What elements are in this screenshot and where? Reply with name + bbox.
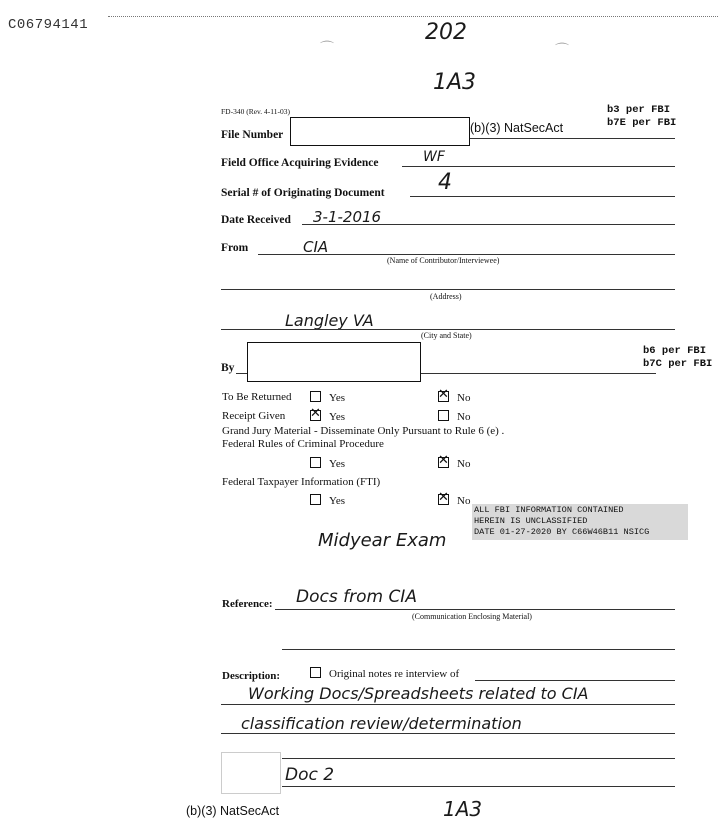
top-border-line [108,16,718,17]
reference-value: Docs from CIA [296,587,417,607]
exemption-b6: b6 per FBI [643,345,707,357]
checkbox-empty[interactable] [310,391,321,402]
description-line-0 [475,680,675,681]
date-received-value: 3-1-2016 [313,208,382,226]
field-office-value: WF [423,149,445,165]
checkbox-empty[interactable] [438,410,449,421]
city-caption: (City and State) [421,331,472,340]
from-caption: (Name of Contributor/Interviewee) [387,256,500,265]
file-number-redaction-box [290,117,470,146]
to-be-returned-yes[interactable] [310,391,345,404]
grand-jury-yes[interactable] [310,457,345,470]
from-value: CIA [303,238,329,256]
bottom-item-code: 1A3 [443,797,483,821]
checkbox-empty[interactable] [310,457,321,468]
exemption-b7e: b7E per FBI [607,117,677,129]
yes-label: Yes [329,392,346,404]
checkbox-empty[interactable] [310,667,321,678]
yes-label: Yes [329,458,346,470]
by-label: By [221,362,235,374]
document-id: C06794141 [8,17,89,33]
yes-label: Yes [329,495,346,507]
no-label: No [457,458,471,470]
receipt-given-no[interactable] [438,410,470,423]
fti-no[interactable] [438,494,470,507]
checkbox-checked[interactable] [310,410,321,421]
form-revision: FD-340 (Rev. 4-11-03) [221,107,291,116]
doc-redaction-box [221,752,281,794]
from-label: From [221,242,249,254]
receipt-given-yes[interactable] [310,410,345,423]
receipt-given-label: Receipt Given [222,410,286,422]
description-rule-2 [221,733,675,734]
address-line [221,289,675,290]
declassification-stamp [472,504,688,540]
file-number-label: File Number [221,129,284,141]
checkbox-checked[interactable] [438,457,449,468]
checkbox-empty[interactable] [310,494,321,505]
exemption-b3: b3 per FBI [607,104,671,116]
by-redaction-box [247,342,421,382]
serial-label: Serial # of Originating Document [221,187,385,199]
handwritten-case-title: Midyear Exam [318,530,447,551]
file-number-line [470,138,675,139]
reference-caption: (Communication Enclosing Material) [412,612,532,621]
city-line [221,329,675,330]
handwritten-item-code: 1A3 [433,70,477,95]
reference-line-2 [282,649,675,650]
reference-label: Reference: [222,598,273,610]
grand-jury-no[interactable] [438,457,470,470]
original-notes-option[interactable] [310,667,459,680]
exemption-b7c: b7C per FBI [643,358,713,370]
serial-line [410,196,675,197]
to-be-returned-no[interactable] [438,391,470,404]
doc-rule-1 [282,758,675,759]
yes-label: Yes [329,411,346,423]
no-label: No [457,411,471,423]
checkbox-checked[interactable] [438,494,449,505]
bottom-redaction-note: (b)(3) NatSecAct [186,804,280,818]
from-line [258,254,675,255]
date-received-line [302,224,675,225]
field-office-line [402,166,675,167]
description-line-1: Working Docs/Spreadsheets related to CIA [248,684,589,703]
stamp-line-2: HEREIN IS UNCLASSIFIED [474,516,588,526]
punch-hole-mark: ⌒ [555,44,569,59]
description-line-2: classification review/determination [241,714,522,733]
description-label: Description: [222,670,281,682]
fti-yes[interactable] [310,494,345,507]
serial-value: 4 [438,170,452,195]
punch-hole-mark: ⌒ [320,42,334,57]
grand-jury-label: Grand Jury Material - Disseminate Only Pursuant to Rule 6 (e) . [222,425,505,437]
stamp-line-3: DATE 01-27-2020 BY C66W46B11 NSICG [474,527,650,537]
field-office-label: Field Office Acquiring Evidence [221,157,379,169]
address-caption: (Address) [430,292,462,301]
handwritten-page-number: 202 [425,20,467,45]
doc-label: Doc 2 [285,765,335,785]
city-value: Langley VA [285,311,374,330]
description-rule-1 [221,704,675,705]
doc-rule-2 [282,786,675,787]
file-number-redaction-note: (b)(3) NatSecAct [470,121,564,135]
grand-jury-rules-label: Federal Rules of Criminal Procedure [222,438,384,450]
no-label: No [457,392,471,404]
checkbox-checked[interactable] [438,391,449,402]
stamp-line-1: ALL FBI INFORMATION CONTAINED [474,505,624,515]
reference-line [275,609,675,610]
to-be-returned-label: To Be Returned [222,391,292,403]
original-notes-label: Original notes re interview of [329,668,460,680]
fti-label: Federal Taxpayer Information (FTI) [222,476,381,488]
no-label: No [457,495,471,507]
date-received-label: Date Received [221,214,291,226]
